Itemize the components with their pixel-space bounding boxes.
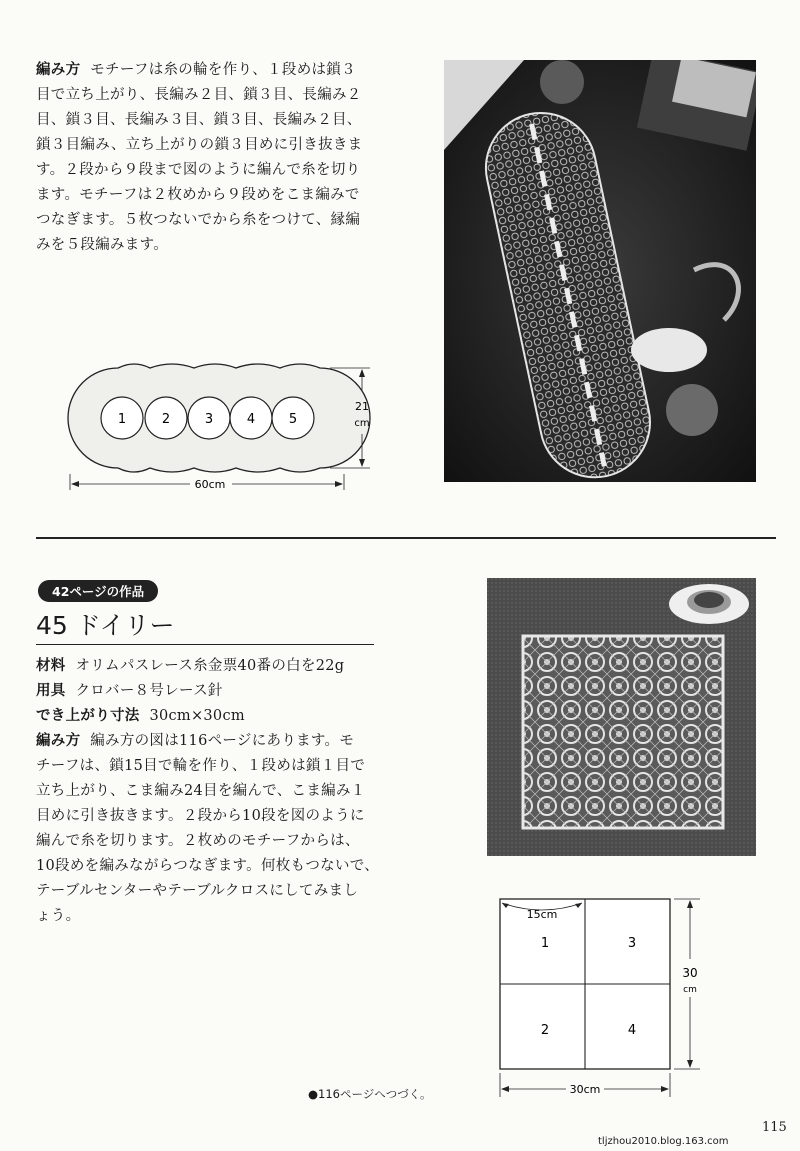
doily-height-value: 30 bbox=[682, 966, 698, 980]
method-line-1: 編み方 編み方の図は116ページにあります。モ bbox=[36, 733, 355, 749]
spec-size: でき上がり寸法 30cm×30cm bbox=[36, 708, 245, 724]
spec-tool: 用具 クロバー８号レース針 bbox=[36, 683, 223, 699]
top-line-3: 目、鎖３目、長編み３目、鎖３目、長編み２目、 bbox=[36, 112, 362, 128]
runner-motif-1 bbox=[101, 397, 143, 439]
watermark: tljzhou2010.blog.163.com bbox=[598, 1136, 729, 1147]
cell-2: 2 bbox=[540, 1023, 550, 1038]
doily-width-label: 30cm bbox=[569, 1083, 601, 1096]
top-line-2: 目で立ち上がり、長編み２目、鎖３目、長編み２ bbox=[36, 87, 362, 103]
runner-motif-5 bbox=[272, 397, 314, 439]
runner-width-label: 60cm bbox=[194, 478, 226, 491]
svg-text:5: 5 bbox=[288, 412, 298, 427]
title-underline bbox=[36, 644, 374, 645]
method-line-8: ょう。 bbox=[36, 908, 81, 924]
spec-material: 材料 オリムパスレース糸金票40番の白を22g bbox=[36, 658, 345, 674]
continue-note: ●116ページへつづく。 bbox=[308, 1087, 432, 1101]
table-runner-photo bbox=[444, 60, 756, 482]
svg-text:1: 1 bbox=[117, 412, 127, 427]
cell-1: 1 bbox=[540, 936, 550, 951]
runner-height-unit: cm bbox=[354, 418, 370, 429]
method-line-4: 目めに引き抜きます。２段から10段を図のように bbox=[36, 808, 365, 824]
top-instructions bbox=[36, 58, 396, 258]
runner-motif-4 bbox=[230, 397, 272, 439]
doily-instructions bbox=[36, 654, 406, 929]
doily-height-unit: cm bbox=[683, 985, 697, 995]
page-reference-tag: 42ページの作品 bbox=[38, 580, 158, 602]
method-line-5: 編んで糸を切ります。２枚めのモチーフからは、 bbox=[36, 833, 360, 849]
cell-3: 3 bbox=[627, 936, 637, 951]
doily-photo bbox=[487, 578, 756, 856]
top-line-7: つなぎます。５枚つないでから糸をつけて、縁編 bbox=[36, 212, 361, 228]
cell-4: 4 bbox=[627, 1023, 637, 1038]
top-line-5: す。２段から９段まで図のように編んで糸を切り bbox=[36, 162, 361, 178]
section-divider bbox=[36, 537, 776, 539]
runner-diagram bbox=[60, 358, 390, 498]
method-line-3: 立ち上がり、こま編み24目を編んで、こま編み１ bbox=[36, 783, 366, 799]
method-line-6: 10段めを編みながらつなぎます。何枚もつないで、 bbox=[36, 858, 380, 874]
page-title: 45 ドイリー bbox=[36, 611, 175, 640]
svg-text:4: 4 bbox=[246, 412, 256, 427]
runner-motif-2 bbox=[145, 397, 187, 439]
doily-diagram bbox=[490, 893, 710, 1103]
runner-motif-3 bbox=[188, 397, 230, 439]
page-number: 115 bbox=[762, 1120, 787, 1135]
motif-width-label: 15cm bbox=[526, 908, 558, 921]
top-line-4: 鎖３目編み、立ち上がりの鎖３目めに引き抜きま bbox=[36, 137, 363, 153]
top-line-1: 編み方 モチーフは糸の輪を作り、１段めは鎖３ bbox=[36, 62, 356, 78]
top-line-8: みを５段編みます。 bbox=[36, 237, 169, 253]
svg-text:3: 3 bbox=[204, 412, 214, 427]
runner-height-value: 21 bbox=[355, 400, 369, 413]
top-line-6: ます。モチーフは２枚めから９段めをこま編みで bbox=[36, 187, 360, 203]
method-line-2: チーフは、鎖15目で輪を作り、１段めは鎖１目で bbox=[36, 758, 366, 774]
method-line-7: テーブルセンターやテーブルクロスにしてみまし bbox=[36, 883, 359, 899]
top-heading: 編み方 bbox=[36, 62, 81, 78]
svg-text:2: 2 bbox=[161, 412, 171, 427]
